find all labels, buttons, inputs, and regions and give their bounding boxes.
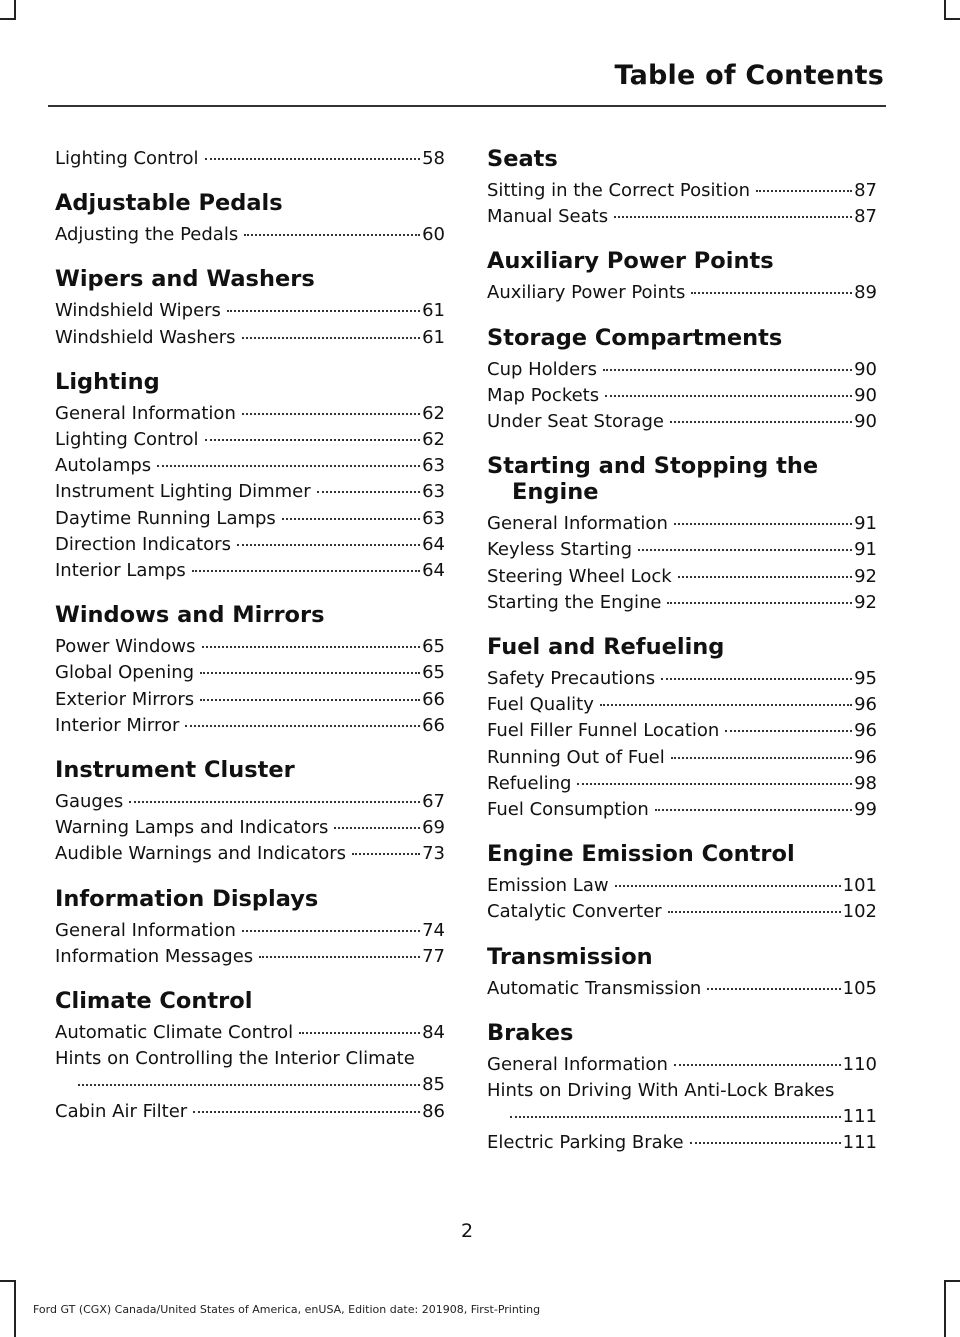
toc-entry[interactable] [55,146,445,172]
dot-leader [674,523,852,525]
entry-page-number: 91 [854,513,877,535]
entry-title: Map Pockets [487,384,600,406]
entry-title: Starting the Engine [487,591,662,613]
section-heading: Adjustable Pedals [55,190,283,217]
toc-section [55,146,445,172]
toc-entry[interactable] [487,383,877,409]
toc-entry[interactable] [55,687,445,713]
entry-title: Power Windows [55,636,196,658]
section-heading: Climate Control [55,988,253,1015]
dot-leader [242,413,420,415]
toc-entry[interactable] [55,427,445,453]
section-heading: Transmission [487,943,653,970]
entry-title: Running Out of Fuel [487,746,665,768]
toc-entry[interactable] [487,204,877,230]
toc-entry[interactable] [55,660,445,686]
entry-page-number: 63 [422,455,445,477]
toc-entry[interactable] [487,590,877,616]
dot-leader [668,911,841,913]
toc-entry[interactable] [55,944,445,970]
dot-leader [200,699,420,701]
dot-leader [678,576,852,578]
toc-entry[interactable] [55,532,445,558]
toc-entry[interactable] [55,506,445,532]
dot-leader [78,1084,420,1086]
toc-right-column [487,146,877,1175]
entry-title: General Information [487,1053,668,1075]
toc-section [55,266,445,350]
section-heading: Storage Compartments [487,324,783,351]
toc-section [487,1020,877,1157]
dot-leader [638,549,852,551]
entry-title: Audible Warnings and Indicators [55,843,346,865]
dot-leader [157,465,420,467]
toc-section [55,190,445,248]
dot-leader [200,672,420,674]
toc-entry[interactable] [487,666,877,692]
entry-page-number: 58 [422,148,445,169]
entry-page-number: 101 [842,875,877,897]
toc-entry[interactable] [55,479,445,505]
entry-title: Gauges [55,791,124,813]
toc-entry[interactable] [55,453,445,479]
entry-title: Cabin Air Filter [55,1100,188,1122]
dot-leader [661,678,852,680]
entry-page-number: 96 [854,720,877,742]
toc-entry[interactable] [55,222,445,248]
entry-page-number: 77 [422,945,445,967]
entry-page-number: 96 [854,694,877,716]
entry-page-number: 63 [422,481,445,503]
section-heading: Information Displays [55,885,319,912]
toc-entry[interactable] [55,713,445,739]
dot-leader [242,337,421,339]
dot-leader [317,491,420,493]
entry-title: Fuel Quality [487,694,594,716]
entry-page-number: 99 [854,799,877,821]
toc-entry[interactable] [55,789,445,815]
toc-entry[interactable] [487,178,877,204]
entry-title: Steering Wheel Lock [487,565,672,587]
entry-page-number: 110 [842,1053,877,1075]
crop-mark-bottom-left [14,1280,16,1337]
toc-entry[interactable] [55,401,445,427]
entry-page-number: 95 [854,668,877,690]
entry-title: Warning Lamps and Indicators [55,817,329,839]
section-heading: Instrument Cluster [55,757,295,784]
crop-mark-bottom-right-h [944,1280,960,1282]
dot-leader [671,757,852,759]
entry-title: Cup Holders [487,358,597,380]
entry-title: Safety Precautions [487,668,656,690]
dot-leader [691,292,852,294]
entry-page-number: 85 [422,1074,445,1096]
dot-leader [725,730,852,732]
page-title: Table of Contents [614,60,884,91]
entry-title: General Information [55,402,236,424]
entry-page-number: 102 [842,901,877,923]
dot-leader [614,216,852,218]
toc-entry[interactable] [487,976,877,1002]
toc-entry[interactable] [487,745,877,771]
toc-entry[interactable] [487,537,877,563]
entry-page-number: 92 [854,565,877,587]
dot-leader [237,544,420,546]
toc-entry[interactable] [55,558,445,584]
dot-leader [674,1064,841,1066]
toc-entry[interactable] [55,1099,445,1125]
toc-entry[interactable] [55,1020,445,1046]
section-heading: Fuel and Refueling [487,634,725,661]
entry-page-number: 63 [422,507,445,529]
dot-leader [756,190,852,192]
section-heading: Windows and Mirrors [55,602,325,629]
toc-entry[interactable] [487,409,877,435]
toc-section [55,369,445,584]
entry-page-number: 86 [422,1100,445,1122]
entry-title: Interior Mirror [55,714,180,736]
dot-leader [670,421,852,423]
dot-leader [242,930,420,932]
crop-mark-top-left-h [0,18,16,20]
entry-page-number: 74 [422,919,445,941]
entry-page-number: 65 [422,636,445,658]
entry-title: Lighting Control [55,148,199,169]
entry-page-number: 66 [422,714,445,736]
entry-page-number: 64 [422,533,445,555]
toc-entry[interactable] [487,797,877,823]
dot-leader [192,570,420,572]
toc-entry[interactable] [487,692,877,718]
crop-mark-top-right-h [944,18,960,20]
toc-section [487,634,877,823]
entry-page-number: 87 [854,206,877,228]
entry-page-number: 111 [842,1106,877,1128]
toc-section [487,325,877,436]
entry-page-number: 90 [854,358,877,380]
entry-title: Exterior Mirrors [55,688,195,710]
toc-entry[interactable] [55,634,445,660]
dot-leader [299,1032,420,1034]
toc-entry[interactable] [55,298,445,324]
toc-entry[interactable] [487,1130,877,1156]
entry-title: Direction Indicators [55,533,231,555]
entry-title: Catalytic Converter [487,901,662,923]
entry-page-number: 90 [854,411,877,433]
entry-title: Instrument Lighting Dimmer [55,481,311,503]
dot-leader [615,885,841,887]
entry-title: Windshield Wipers [55,300,221,322]
dot-leader [244,234,420,236]
entry-title: Under Seat Storage [487,411,664,433]
dot-leader [259,956,420,958]
entry-page-number: 67 [422,791,445,813]
section-heading: Seats [487,146,558,172]
dot-leader [707,988,840,990]
entry-page-number: 62 [422,429,445,451]
dot-leader [667,602,852,604]
dot-leader [690,1142,841,1144]
entry-page-number: 66 [422,688,445,710]
dot-leader [352,853,420,855]
dot-leader [605,395,852,397]
entry-title: General Information [487,513,668,535]
toc-section [55,602,445,739]
entry-page-number: 60 [422,224,445,246]
footer-edition-info: Ford GT (CGX) Canada/United States of America, enUSA, Edition date: 201908, First-Printing [33,1303,541,1316]
toc-entry[interactable] [55,815,445,841]
toc-entry[interactable] [55,918,445,944]
entry-title: Automatic Climate Control [55,1022,294,1044]
toc-entry[interactable] [55,1046,445,1098]
toc-section [487,841,877,925]
toc-entry[interactable] [487,280,877,306]
dot-leader [185,725,420,727]
section-heading: Brakes [487,1019,574,1046]
toc-entry[interactable] [487,511,877,537]
entry-page-number: 62 [422,402,445,424]
entry-title: Emission Law [487,875,609,897]
toc-section [487,944,877,1002]
entry-page-number: 92 [854,591,877,613]
title-divider [48,105,886,107]
entry-page-number: 84 [422,1022,445,1044]
toc-section [487,248,877,306]
toc-entry[interactable] [55,325,445,351]
entry-page-number: 73 [422,843,445,865]
dot-leader [129,801,420,803]
entry-title: Windshield Washers [55,326,236,348]
entry-title: Interior Lamps [55,560,186,582]
entry-title: General Information [55,919,236,941]
crop-mark-top-right [944,0,946,20]
entry-title: Manual Seats [487,206,609,228]
entry-page-number: 64 [422,560,445,582]
entry-title: Fuel Consumption [487,799,649,821]
entry-page-number: 111 [842,1132,877,1154]
entry-page-number: 91 [854,539,877,561]
crop-mark-bottom-left-h [0,1280,16,1282]
entry-page-number: 69 [422,817,445,839]
toc-entry[interactable] [487,873,877,899]
entry-title: Keyless Starting [487,539,632,561]
toc-section [55,757,445,868]
entry-page-number: 96 [854,746,877,768]
section-heading: Starting and Stopping the Engine [487,453,819,506]
entry-title: Lighting Control [55,429,199,451]
crop-mark-top-left [14,0,16,20]
section-heading: Auxiliary Power Points [487,248,774,275]
entry-title: Autolamps [55,455,152,477]
dot-leader [205,158,421,160]
entry-page-number: 87 [854,180,877,201]
entry-title: Global Opening [55,662,195,684]
entry-page-number: 105 [842,977,877,999]
toc-entry[interactable] [487,899,877,925]
entry-page-number: 89 [854,282,877,304]
entry-page-number: 90 [854,384,877,406]
toc-section [55,886,445,970]
section-heading: Wipers and Washers [55,266,315,293]
dot-leader [227,310,420,312]
toc-section [487,453,877,616]
toc-entry[interactable] [487,357,877,383]
dot-leader [282,518,420,520]
entry-page-number: 65 [422,662,445,684]
entry-title: Hints on Driving With Anti-Lock Brakes [487,1080,835,1102]
dot-leader [603,369,852,371]
toc-section [55,988,445,1125]
entry-title: Hints on Controlling the Interior Climate [55,1048,415,1070]
dot-leader [655,809,852,811]
dot-leader [510,1116,841,1118]
page-number: 2 [460,1220,474,1242]
toc-left-column [55,146,445,1143]
entry-title: Daytime Running Lamps [55,507,276,529]
toc-entry[interactable] [55,841,445,867]
entry-page-number: 98 [854,772,877,794]
toc-entry[interactable] [487,1078,877,1130]
section-heading: Engine Emission Control [487,841,795,868]
entry-title: Sitting in the Correct Position [487,180,750,201]
dot-leader [577,783,852,785]
entry-title: Adjusting the Pedals [55,224,239,246]
crop-mark-bottom-right [944,1280,946,1337]
toc-entry[interactable] [487,718,877,744]
entry-title: Information Messages [55,945,254,967]
entry-title: Fuel Filler Funnel Location [487,720,720,742]
dot-leader [600,704,852,706]
entry-title: Automatic Transmission [487,977,702,999]
entry-page-number: 61 [422,326,445,348]
toc-entry[interactable] [487,1052,877,1078]
dot-leader [202,646,421,648]
dot-leader [205,439,421,441]
entry-page-number: 61 [422,300,445,322]
entry-title: Auxiliary Power Points [487,282,686,304]
toc-entry[interactable] [487,564,877,590]
entry-title: Refueling [487,772,572,794]
dot-leader [193,1111,420,1113]
toc-entry[interactable] [487,771,877,797]
section-heading: Lighting [55,368,160,395]
toc-section [487,146,877,230]
dot-leader [334,827,420,829]
entry-title: Electric Parking Brake [487,1132,684,1154]
